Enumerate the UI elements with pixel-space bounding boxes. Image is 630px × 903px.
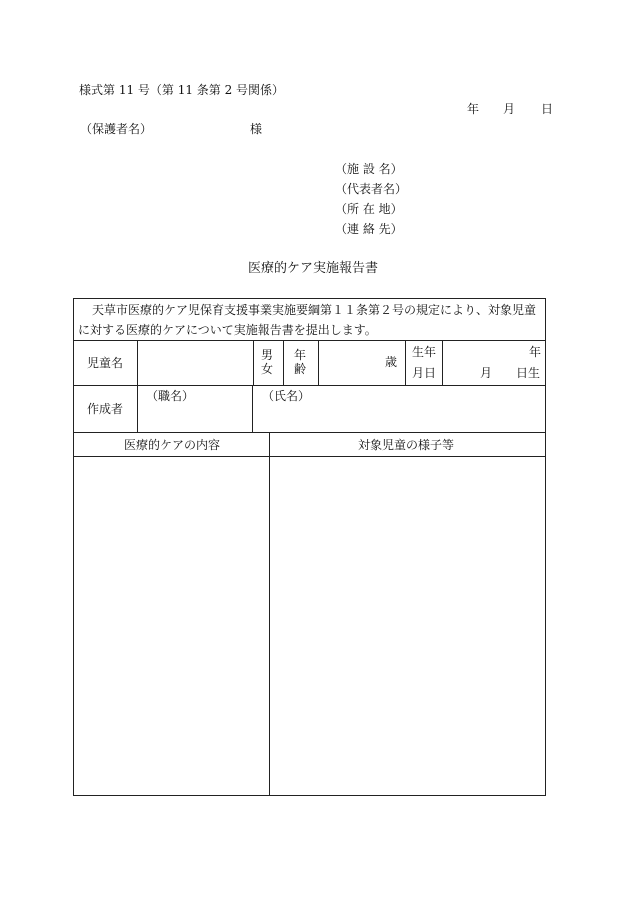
col-divider <box>405 340 406 385</box>
guardian-name-label: （保護者名） <box>80 122 153 136</box>
child-name-label: 児童名 <box>87 356 124 370</box>
care-content-header: 医療的ケアの内容 <box>124 438 221 452</box>
col-divider <box>252 385 253 432</box>
birth-day-label: 日生 <box>516 366 541 380</box>
col-divider <box>137 340 138 385</box>
child-state-header: 対象児童の様子等 <box>358 438 455 452</box>
facility-name-label: （施 設 名） <box>335 162 403 176</box>
birth-label-bottom: 月日 <box>412 366 437 380</box>
col-divider <box>253 340 254 385</box>
birth-year-label: 年 <box>529 345 542 359</box>
name-label: （氏名） <box>262 389 311 403</box>
age-label-top: 年 <box>293 348 306 362</box>
form-number: 様式第 11 号（第 11 条第 2 号関係） <box>79 83 285 97</box>
child-state-area[interactable] <box>270 457 545 795</box>
care-content-area[interactable] <box>74 457 269 795</box>
page-title: 医療的ケア実施報告書 <box>248 261 379 276</box>
position-label: （職名） <box>146 389 195 403</box>
representative-label: （代表者名） <box>335 182 408 196</box>
sex-male-label: 男 <box>260 348 273 362</box>
row-divider <box>73 432 546 433</box>
date-day-label: 日 <box>541 102 554 116</box>
intro-line-2: に対する医療的ケアについて実施報告書を提出します。 <box>78 323 377 337</box>
sex-female-label: 女 <box>260 362 273 376</box>
age-label-bottom: 齢 <box>293 362 306 376</box>
row-divider <box>73 340 546 341</box>
col-divider <box>318 340 319 385</box>
author-label: 作成者 <box>87 402 124 416</box>
date-month-label: 月 <box>503 102 516 116</box>
col-divider <box>442 340 443 385</box>
col-divider <box>283 340 284 385</box>
col-divider <box>137 385 138 432</box>
contact-label: （連 絡 先） <box>335 222 403 236</box>
birth-label-top: 生年 <box>412 345 437 359</box>
age-unit: 歳 <box>385 355 398 369</box>
row-divider <box>73 385 546 386</box>
address-label: （所 在 地） <box>335 202 403 216</box>
honorific-label: 様 <box>250 122 263 136</box>
date-year-label: 年 <box>467 102 480 116</box>
birth-month-label: 月 <box>480 366 493 380</box>
intro-line-1: 天草市医療的ケア児保育支援事業実施要綱第１１条第２号の規定により、対象児童 <box>92 303 537 317</box>
